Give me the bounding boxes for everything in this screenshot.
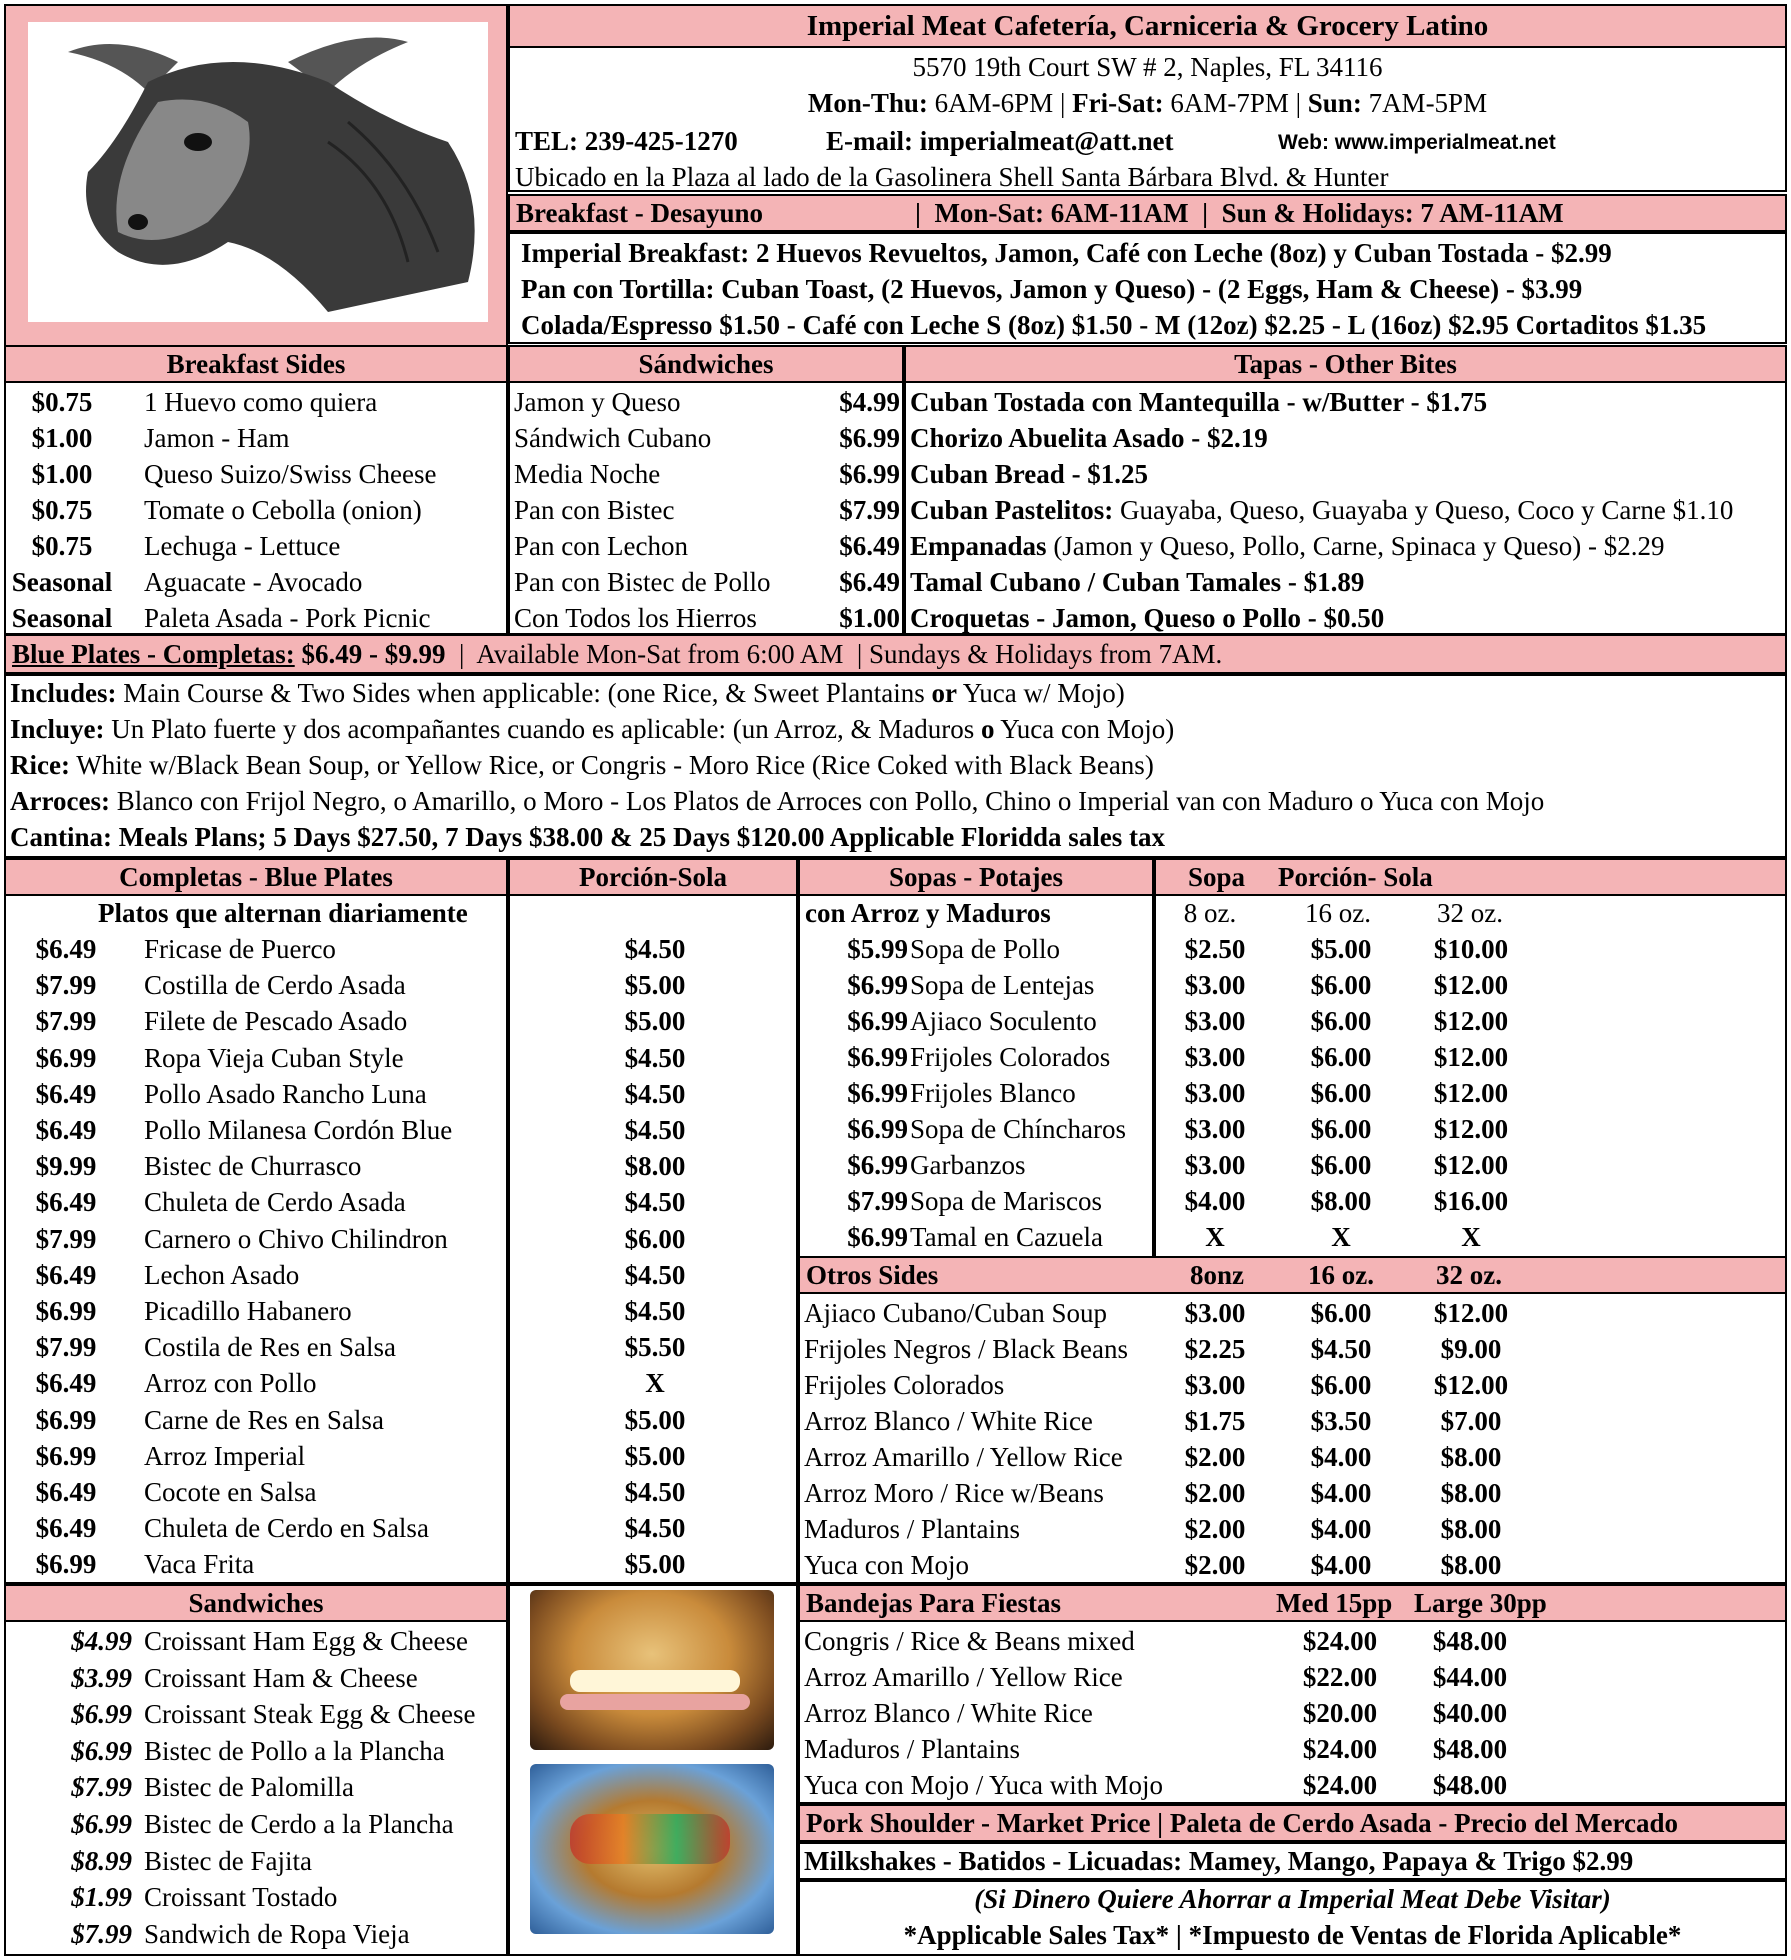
otros-16oz: $6.00 xyxy=(1310,1298,1372,1328)
sopa-name: Ajiaco Soculento xyxy=(910,1006,1097,1036)
completa-name: Chuleta de Cerdo Asada xyxy=(144,1187,406,1218)
breakfast-hours: | Mon-Sat: 6AM-11AM | Sun & Holidays: 7 AM-11AM xyxy=(915,198,1564,228)
tapas-item-name: Chorizo Abuelita Asado xyxy=(910,423,1185,453)
sopa-8oz: $3.00 xyxy=(1184,1114,1246,1144)
bandeja-large: $48.00 xyxy=(1432,1626,1508,1656)
breakfast-line-1: Imperial Breakfast: 2 Huevos Revueltos, Jamon, Café con Leche (8oz) y Cuban Tostada - $2.99 xyxy=(521,238,1612,268)
sopa-16oz: $6.00 xyxy=(1310,1078,1372,1108)
sandwich-name: Pan con Bistec xyxy=(514,495,675,525)
milkshakes-line: Milkshakes - Batidos - Licuadas: Mamey, Mango, Papaya & Trigo $2.99 xyxy=(804,1846,1634,1876)
breakfast-header xyxy=(508,194,1787,232)
otros-32oz: $8.00 xyxy=(1440,1478,1502,1508)
breakfast-sides-header: Breakfast Sides xyxy=(4,345,508,383)
completa-price: $6.49 xyxy=(35,1078,97,1109)
sopa-32oz: $16.00 xyxy=(1433,1186,1509,1216)
bandeja-name: Arroz Amarillo / Yellow Rice xyxy=(804,1662,1123,1692)
otros-name: Yuca con Mojo xyxy=(804,1550,969,1580)
otros-32oz: $8.00 xyxy=(1440,1550,1502,1580)
sopa-price: $6.99 xyxy=(847,1006,908,1036)
tapas-item-name: Tamal Cubano / Cuban Tamales - $1.89 xyxy=(910,567,1365,597)
bandeja-med: $24.00 xyxy=(1302,1626,1378,1656)
otros-32oz: $12.00 xyxy=(1433,1370,1509,1400)
sandwich-name: Jamon y Queso xyxy=(514,387,681,417)
bandeja-name: Maduros / Plantains xyxy=(804,1734,1020,1764)
completa-price: $7.99 xyxy=(35,1332,97,1363)
bandeja-large: $48.00 xyxy=(1432,1770,1508,1800)
sopa-16oz: X xyxy=(1331,1222,1351,1252)
completa-sola: $4.50 xyxy=(624,1115,686,1145)
completa-name: Costilla de Cerdo Asada xyxy=(144,970,406,1001)
completa-price: $6.99 xyxy=(35,1404,97,1435)
sopa-16oz: $8.00 xyxy=(1310,1186,1372,1216)
side-price: Seasonal xyxy=(11,603,113,633)
sopa-32oz: $12.00 xyxy=(1433,1150,1509,1180)
bandeja-med: $24.00 xyxy=(1302,1734,1378,1764)
logo-frame xyxy=(4,4,508,347)
otros-16oz: $4.00 xyxy=(1310,1550,1372,1580)
bull-icon xyxy=(28,22,488,322)
side-name: Queso Suizo/Swiss Cheese xyxy=(144,459,437,489)
bandejas-med: Med 15pp xyxy=(1276,1588,1393,1618)
otros-32oz: $12.00 xyxy=(1433,1298,1509,1328)
completa-name: Carne de Res en Salsa xyxy=(144,1404,384,1435)
completa-sola: $4.50 xyxy=(624,1259,686,1290)
otros-size-32: 32 oz. xyxy=(1436,1260,1502,1290)
tapas-item-name: Cuban Bread xyxy=(910,459,1065,489)
breakfast-title: Breakfast - Desayuno xyxy=(516,198,764,228)
sopa-8oz: $3.00 xyxy=(1184,1006,1246,1036)
sandwich-bottom-name: Croissant Ham Egg & Cheese xyxy=(144,1626,468,1656)
sopa-price: $6.99 xyxy=(847,1042,908,1072)
includes-text: Main Course & Two Sides when applicable: (one Rice, & Sweet Plantains xyxy=(116,678,932,708)
completa-sola: $4.50 xyxy=(624,1042,686,1073)
bull-head-illustration xyxy=(28,22,488,322)
sandwich-price: $4.99 xyxy=(839,387,900,417)
sopa-32oz: $10.00 xyxy=(1433,934,1509,964)
sandwich-name: Sándwich Cubano xyxy=(514,423,712,453)
sopa-8oz: $2.50 xyxy=(1184,934,1246,964)
otros-size-16: 16 oz. xyxy=(1308,1260,1374,1290)
sandwich-bottom-name: Croissant Steak Egg & Cheese xyxy=(144,1699,476,1730)
completa-name: Carnero o Chivo Chilindron xyxy=(144,1223,448,1254)
tapas-item-detail: - $1.25 xyxy=(1064,459,1149,489)
sopa-32oz: $12.00 xyxy=(1433,1114,1509,1144)
sandwich-price: $6.49 xyxy=(839,531,900,561)
sopa-8oz: $3.00 xyxy=(1184,1042,1246,1072)
bandeja-med: $20.00 xyxy=(1302,1698,1378,1728)
pork-banner: Pork Shoulder - Market Price | Paleta de Cerdo Asada - Precio del Mercado xyxy=(798,1804,1787,1842)
sandwich-price: $6.99 xyxy=(839,423,900,453)
hours-label-3: Sun: xyxy=(1307,88,1362,118)
footer-line-2: *Applicable Sales Tax* | *Impuesto de Ventas de Florida Aplicable* xyxy=(903,1920,1682,1950)
sandwich-bottom-name: Bistec de Pollo a la Plancha xyxy=(144,1735,445,1766)
completa-price: $7.99 xyxy=(35,1223,97,1254)
sopa-32oz: $12.00 xyxy=(1433,970,1509,1000)
store-address: 5570 19th Court SW # 2, Naples, FL 34116 xyxy=(912,52,1383,82)
sopas-header: Sopas - Potajes xyxy=(798,858,1154,896)
completa-price: $6.99 xyxy=(35,1296,97,1326)
completa-name: Vaca Frita xyxy=(144,1549,255,1580)
includes-text: Un Plato fuerte y dos acompañantes cuando es aplicable: (un Arroz, & Maduros xyxy=(104,714,981,744)
sandwich-name: Pan con Bistec de Pollo xyxy=(514,567,771,597)
tapas-item xyxy=(910,385,1487,419)
sopa-8oz: X xyxy=(1205,1222,1225,1252)
sopa-name: Garbanzos xyxy=(910,1150,1026,1180)
sandwich-name: Pan con Lechon xyxy=(514,531,688,561)
completa-name: Arroz con Pollo xyxy=(144,1368,317,1399)
otros-16oz: $4.50 xyxy=(1310,1334,1372,1364)
tapas-item-detail: Guayaba, Queso, Guayaba y Queso, Coco y Carne $1.10 xyxy=(1113,495,1734,525)
blue-plates-range: $6.49 - $9.99 xyxy=(301,639,446,669)
sopa-price: $5.99 xyxy=(847,934,908,964)
sandwich-bottom-name: Croissant Tostado xyxy=(144,1882,338,1913)
completa-sola: $5.00 xyxy=(624,970,686,1001)
completa-sola: $4.50 xyxy=(624,1477,686,1507)
tapas-item-name: Empanadas xyxy=(910,531,1047,561)
otros-8oz: $2.25 xyxy=(1184,1334,1246,1364)
otros-32oz: $8.00 xyxy=(1440,1514,1502,1544)
completa-price: $9.99 xyxy=(35,1151,97,1182)
completa-price: $7.99 xyxy=(35,1006,97,1037)
side-price: $1.00 xyxy=(31,423,93,453)
side-name: Tomate o Cebolla (onion) xyxy=(144,495,422,525)
otros-size-8: 8onz xyxy=(1190,1260,1244,1290)
otros-8oz: $3.00 xyxy=(1184,1298,1246,1328)
completa-sola: $4.50 xyxy=(624,1187,686,1218)
sandwich-bottom-price: $6.99 xyxy=(71,1735,132,1766)
blue-plates-available: Available Mon-Sat from 6:00 AM xyxy=(476,639,844,669)
completa-price: $6.99 xyxy=(35,1042,97,1073)
sopa-price: $6.99 xyxy=(847,1078,908,1108)
side-name: Paleta Asada - Pork Picnic xyxy=(144,603,431,633)
includes-line xyxy=(10,784,1544,818)
side-price: $0.75 xyxy=(31,531,93,561)
sopa-name: Sopa de Chíncharos xyxy=(910,1114,1126,1144)
size-16oz: 16 oz. xyxy=(1305,898,1371,928)
completa-price: $6.49 xyxy=(35,1513,97,1544)
side-price: Seasonal xyxy=(11,567,113,597)
sopa-name: Sopa de Pollo xyxy=(910,934,1061,964)
side-price: $1.00 xyxy=(31,459,93,489)
completa-price: $6.49 xyxy=(35,1259,97,1290)
completa-sola: $8.00 xyxy=(624,1151,686,1182)
otros-8oz: $2.00 xyxy=(1184,1442,1246,1472)
sopa-16oz: $6.00 xyxy=(1310,1042,1372,1072)
sopa-8oz: $4.00 xyxy=(1184,1186,1246,1216)
includes-text: White w/Black Bean Soup, or Yellow Rice, or Congris - Moro Rice (Rice Coked with Black Beans) xyxy=(69,750,1154,780)
completa-name: Arroz Imperial xyxy=(144,1440,306,1471)
size-32oz: 32 oz. xyxy=(1437,898,1503,928)
completa-name: Costila de Res en Salsa xyxy=(144,1332,396,1363)
sopa-name: Tamal en Cazuela xyxy=(910,1222,1104,1252)
completa-sola: $5.00 xyxy=(624,1549,686,1580)
egg-layer xyxy=(570,1670,740,1692)
otros-sides-title: Otros Sides xyxy=(806,1260,939,1290)
side-name: Jamon - Ham xyxy=(144,423,290,453)
completa-name: Ropa Vieja Cuban Style xyxy=(144,1042,404,1073)
sopa-name: Frijoles Blanco xyxy=(910,1078,1076,1108)
bandeja-med: $22.00 xyxy=(1302,1662,1378,1692)
sopa-name: Sopa de Mariscos xyxy=(910,1186,1102,1216)
sandwich-price: $6.99 xyxy=(839,459,900,489)
completa-name: Pollo Asado Rancho Luna xyxy=(144,1078,427,1109)
otros-16oz: $4.00 xyxy=(1310,1514,1372,1544)
otros-16oz: $3.50 xyxy=(1310,1406,1372,1436)
completa-price: $6.49 xyxy=(35,1115,97,1145)
completa-sola: $4.50 xyxy=(624,1296,686,1326)
includes-line xyxy=(10,748,1154,782)
sopa-16oz: $6.00 xyxy=(1310,1150,1372,1180)
tapas-item xyxy=(910,493,1733,527)
sopa-name: Frijoles Colorados xyxy=(910,1042,1111,1072)
cantina-line: Cantina: Meals Plans; 5 Days $27.50, 7 Days $38.00 & 25 Days $120.00 Applicable Floridda sales tax xyxy=(10,822,1166,852)
sandwich-bottom-price: $1.99 xyxy=(71,1882,132,1913)
completa-name: Cocote en Salsa xyxy=(144,1477,317,1507)
sandwich-price: $7.99 xyxy=(839,495,900,525)
includes-or: o xyxy=(981,714,995,744)
completa-sola: $4.50 xyxy=(624,934,686,964)
otros-16oz: $4.00 xyxy=(1310,1478,1372,1508)
includes-label: Rice: xyxy=(10,750,70,780)
otros-16oz: $6.00 xyxy=(1310,1370,1372,1400)
otros-8oz: $2.00 xyxy=(1184,1478,1246,1508)
tapas-item xyxy=(910,565,1364,599)
side-name: Aguacate - Avocado xyxy=(144,567,363,597)
hours-label-2: Fri-Sat: xyxy=(1072,88,1164,118)
completa-name: Bistec de Churrasco xyxy=(144,1151,362,1182)
tapas-item xyxy=(910,457,1148,491)
side-price: $0.75 xyxy=(31,495,93,525)
sopa-16oz: $6.00 xyxy=(1310,1114,1372,1144)
sopa-price: $6.99 xyxy=(847,1150,908,1180)
blue-plates-banner: Blue Plates - Completas: $6.49 - $9.99 | Available Mon-Sat from 6:00 AM | Sundays & Holidays from 7AM. xyxy=(4,634,1787,674)
sopa-8oz: $3.00 xyxy=(1184,1078,1246,1108)
tapas-item xyxy=(910,529,1664,563)
sopa-price: $6.99 xyxy=(847,1222,908,1252)
otros-name: Arroz Blanco / White Rice xyxy=(804,1406,1093,1436)
includes-tail: Yuca con Mojo) xyxy=(994,714,1175,744)
sandwich-price: $6.49 xyxy=(839,567,900,597)
otros-8oz: $2.00 xyxy=(1184,1514,1246,1544)
otros-32oz: $8.00 xyxy=(1440,1442,1502,1472)
bandeja-name: Congris / Rice & Beans mixed xyxy=(804,1626,1135,1656)
otros-name: Frijoles Negros / Black Beans xyxy=(804,1334,1128,1364)
sopa-16oz: $6.00 xyxy=(1310,970,1372,1000)
tapas-item xyxy=(910,421,1268,455)
completa-price: $7.99 xyxy=(35,970,97,1001)
ham-layer xyxy=(560,1694,750,1710)
tapas-item-detail: - $2.19 xyxy=(1184,423,1268,453)
otros-sides-header xyxy=(798,1256,1787,1294)
side-price: $0.75 xyxy=(31,387,93,417)
sopa-8oz: $3.00 xyxy=(1184,1150,1246,1180)
otros-8oz: $2.00 xyxy=(1184,1550,1246,1580)
tapas-item xyxy=(910,601,1384,635)
bandejas-large: Large 30pp xyxy=(1414,1588,1547,1618)
footer-line-1: (Si Dinero Quiere Ahorrar a Imperial Meat Debe Visitar) xyxy=(974,1884,1611,1914)
tapas-item-detail: (Jamon y Queso, Pollo, Carne, Spinaca y Queso) - $2.29 xyxy=(1046,531,1665,561)
completa-sola: $6.00 xyxy=(624,1223,686,1254)
includes-label: Arroces: xyxy=(10,786,110,816)
sopa-32oz: $12.00 xyxy=(1433,1042,1509,1072)
sopas-subtitle: con Arroz y Maduros xyxy=(805,898,1051,928)
bandeja-large: $40.00 xyxy=(1432,1698,1508,1728)
sandwich-bottom-price: $6.99 xyxy=(71,1699,132,1730)
completa-sola: $5.00 xyxy=(624,1440,686,1471)
store-location: Ubicado en la Plaza al lado de la Gasolinera Shell Santa Bárbara Blvd. & Hunter xyxy=(515,162,1389,192)
otros-16oz: $4.00 xyxy=(1310,1442,1372,1472)
sandwich-bottom-price: $6.99 xyxy=(71,1809,132,1839)
includes-text: Blanco con Frijol Negro, o Amarillo, o Moro - Los Platos de Arroces con Pollo, Chino o Imperial van con Maduro o Yuca con Mojo xyxy=(109,786,1545,816)
completa-sola: X xyxy=(645,1368,665,1399)
tapas-item-detail: - Jamon, Queso o Pollo - $0.50 xyxy=(1029,603,1385,633)
completa-price: $6.49 xyxy=(35,1187,97,1218)
tapas-item-name: Croquetas xyxy=(910,603,1030,633)
sopa-title: Sopa xyxy=(1188,862,1246,892)
completa-price: $6.49 xyxy=(35,1368,97,1399)
sopa-32oz: $12.00 xyxy=(1433,1006,1509,1036)
side-name: 1 Huevo como quiera xyxy=(144,387,378,417)
breakfast-hours-sunday: Sun & Holidays: 7 AM-11AM xyxy=(1221,198,1564,228)
otros-name: Ajiaco Cubano/Cuban Soup xyxy=(804,1298,1107,1328)
completa-sola: $5.50 xyxy=(624,1332,686,1363)
bandejas-header xyxy=(798,1584,1787,1622)
otros-8oz: $3.00 xyxy=(1184,1370,1246,1400)
sopa-32oz: X xyxy=(1461,1222,1481,1252)
store-hours: Mon-Thu: 6AM-6PM | Fri-Sat: 6AM-7PM | Sun: 7AM-5PM xyxy=(807,88,1488,118)
blue-plates-title: Blue Plates - Completas: xyxy=(12,639,295,669)
breakfast-hours-weekday: Mon-Sat: 6AM-11AM xyxy=(934,198,1189,228)
otros-name: Frijoles Colorados xyxy=(804,1370,1005,1400)
completa-sola: $4.50 xyxy=(624,1078,686,1109)
blue-plates-sundays: Sundays & Holidays from 7AM. xyxy=(869,639,1223,669)
completa-sola: $5.00 xyxy=(624,1006,686,1037)
filling-layer xyxy=(570,1814,730,1864)
fajita-photo xyxy=(530,1764,774,1934)
completa-name: Picadillo Habanero xyxy=(144,1296,352,1326)
sandwich-bottom-name: Sandwich de Ropa Vieja xyxy=(144,1918,410,1949)
sopa-32oz: $12.00 xyxy=(1433,1078,1509,1108)
includes-or: or xyxy=(931,678,957,708)
otros-name: Arroz Amarillo / Yellow Rice xyxy=(804,1442,1123,1472)
bandeja-large: $48.00 xyxy=(1432,1734,1508,1764)
otros-32oz: $7.00 xyxy=(1440,1406,1502,1436)
side-name: Lechuga - Lettuce xyxy=(144,531,341,561)
completa-sola: $5.00 xyxy=(624,1404,686,1435)
completa-price: $6.99 xyxy=(35,1440,97,1471)
breakfast-line-2: Pan con Tortilla: Cuban Toast, (2 Huevos, Jamon y Queso) - (2 Eggs, Ham & Cheese) - $3.99 xyxy=(521,274,1583,304)
tapas-item-name: Cuban Pastelitos: xyxy=(910,495,1114,525)
completa-price: $6.49 xyxy=(35,1477,97,1507)
completa-name: Filete de Pescado Asado xyxy=(144,1006,408,1037)
bandeja-name: Yuca con Mojo / Yuca with Mojo xyxy=(804,1770,1163,1800)
hours-value-2: 6AM-7PM xyxy=(1170,88,1289,118)
sandwich-bottom-price: $8.99 xyxy=(71,1845,132,1876)
sandwich-bottom-price: $4.99 xyxy=(71,1626,132,1656)
bandeja-name: Arroz Blanco / White Rice xyxy=(804,1698,1093,1728)
completa-sola: $4.50 xyxy=(624,1513,686,1544)
sopa-16oz: $6.00 xyxy=(1310,1006,1372,1036)
store-email[interactable]: E-mail: imperialmeat@att.net xyxy=(826,126,1174,156)
sopa-8oz: $3.00 xyxy=(1184,970,1246,1000)
store-title: Imperial Meat Cafetería, Carniceria & Grocery Latino xyxy=(508,4,1787,48)
sopa-price: $7.99 xyxy=(847,1186,908,1216)
croissant-sandwich-photo xyxy=(530,1590,774,1750)
otros-8oz: $1.75 xyxy=(1184,1406,1246,1436)
sandwich-bottom-price: $7.99 xyxy=(71,1772,132,1803)
sopa-name: Sopa de Lentejas xyxy=(910,970,1095,1000)
sandwich-bottom-name: Croissant Ham & Cheese xyxy=(144,1662,418,1693)
otros-name: Maduros / Plantains xyxy=(804,1514,1020,1544)
sandwich-bottom-price: $3.99 xyxy=(71,1662,132,1693)
hours-label-1: Mon-Thu: xyxy=(807,88,928,118)
completa-price: $6.99 xyxy=(35,1549,97,1580)
otros-name: Arroz Moro / Rice w/Beans xyxy=(804,1478,1104,1508)
sandwich-name: Media Noche xyxy=(514,459,661,489)
bandeja-med: $24.00 xyxy=(1302,1770,1378,1800)
hours-value-3: 7AM-5PM xyxy=(1368,88,1488,118)
sandwich-price: $1.00 xyxy=(839,603,900,633)
includes-line xyxy=(10,676,1125,710)
size-8oz: 8 oz. xyxy=(1183,898,1237,928)
completas-header: Completas - Blue Plates xyxy=(4,858,508,896)
tapas-item-name: Cuban Tostada con Mantequilla - w/Butter - $1.75 xyxy=(910,387,1488,417)
sandwiches-top-header: Sándwiches xyxy=(508,345,904,383)
sopa-porcion-title: Porción- Sola xyxy=(1278,862,1433,892)
sopa-sizes-header xyxy=(1154,858,1787,896)
includes-label: Incluye: xyxy=(10,714,105,744)
store-website[interactable]: Web: www.imperialmeat.net xyxy=(1278,131,1556,154)
completa-name: Lechon Asado xyxy=(144,1259,300,1290)
store-phone: TEL: 239-425-1270 xyxy=(515,126,738,156)
breakfast-line-3: Colada/Espresso $1.50 - Café con Leche S (8oz) $1.50 - M (12oz) $2.25 - L (16oz) $2.95 Cortaditos $1.35 xyxy=(521,310,1707,340)
includes-tail: Yuca w/ Mojo) xyxy=(957,678,1125,708)
includes-line xyxy=(10,712,1174,746)
sandwich-name: Con Todos los Hierros xyxy=(514,603,757,633)
otros-32oz: $9.00 xyxy=(1440,1334,1502,1364)
sandwich-bottom-name: Bistec de Palomilla xyxy=(144,1772,354,1803)
completa-name: Chuleta de Cerdo en Salsa xyxy=(144,1513,429,1544)
sopa-16oz: $5.00 xyxy=(1310,934,1372,964)
completa-name: Fricase de Puerco xyxy=(144,934,336,964)
porcion-sola-header: Porción-Sola xyxy=(508,858,798,896)
tapas-header: Tapas - Other Bites xyxy=(904,345,1787,383)
includes-label: Includes: xyxy=(10,678,117,708)
bandeja-large: $44.00 xyxy=(1432,1662,1508,1692)
sandwiches-bottom-header: Sandwiches xyxy=(4,1584,508,1622)
completa-price: $6.49 xyxy=(35,934,97,964)
sandwich-bottom-name: Bistec de Cerdo a la Plancha xyxy=(144,1809,454,1839)
sopa-price: $6.99 xyxy=(847,970,908,1000)
hours-value-1: 6AM-6PM xyxy=(934,88,1054,118)
sopa-price: $6.99 xyxy=(847,1114,908,1144)
completas-subtitle: Platos que alternan diariamente xyxy=(98,898,468,928)
sandwich-bottom-name: Bistec de Fajita xyxy=(144,1845,312,1876)
bandejas-title: Bandejas Para Fiestas xyxy=(806,1588,1061,1618)
sandwich-bottom-price: $7.99 xyxy=(71,1918,132,1949)
completa-name: Pollo Milanesa Cordón Blue xyxy=(144,1115,453,1145)
